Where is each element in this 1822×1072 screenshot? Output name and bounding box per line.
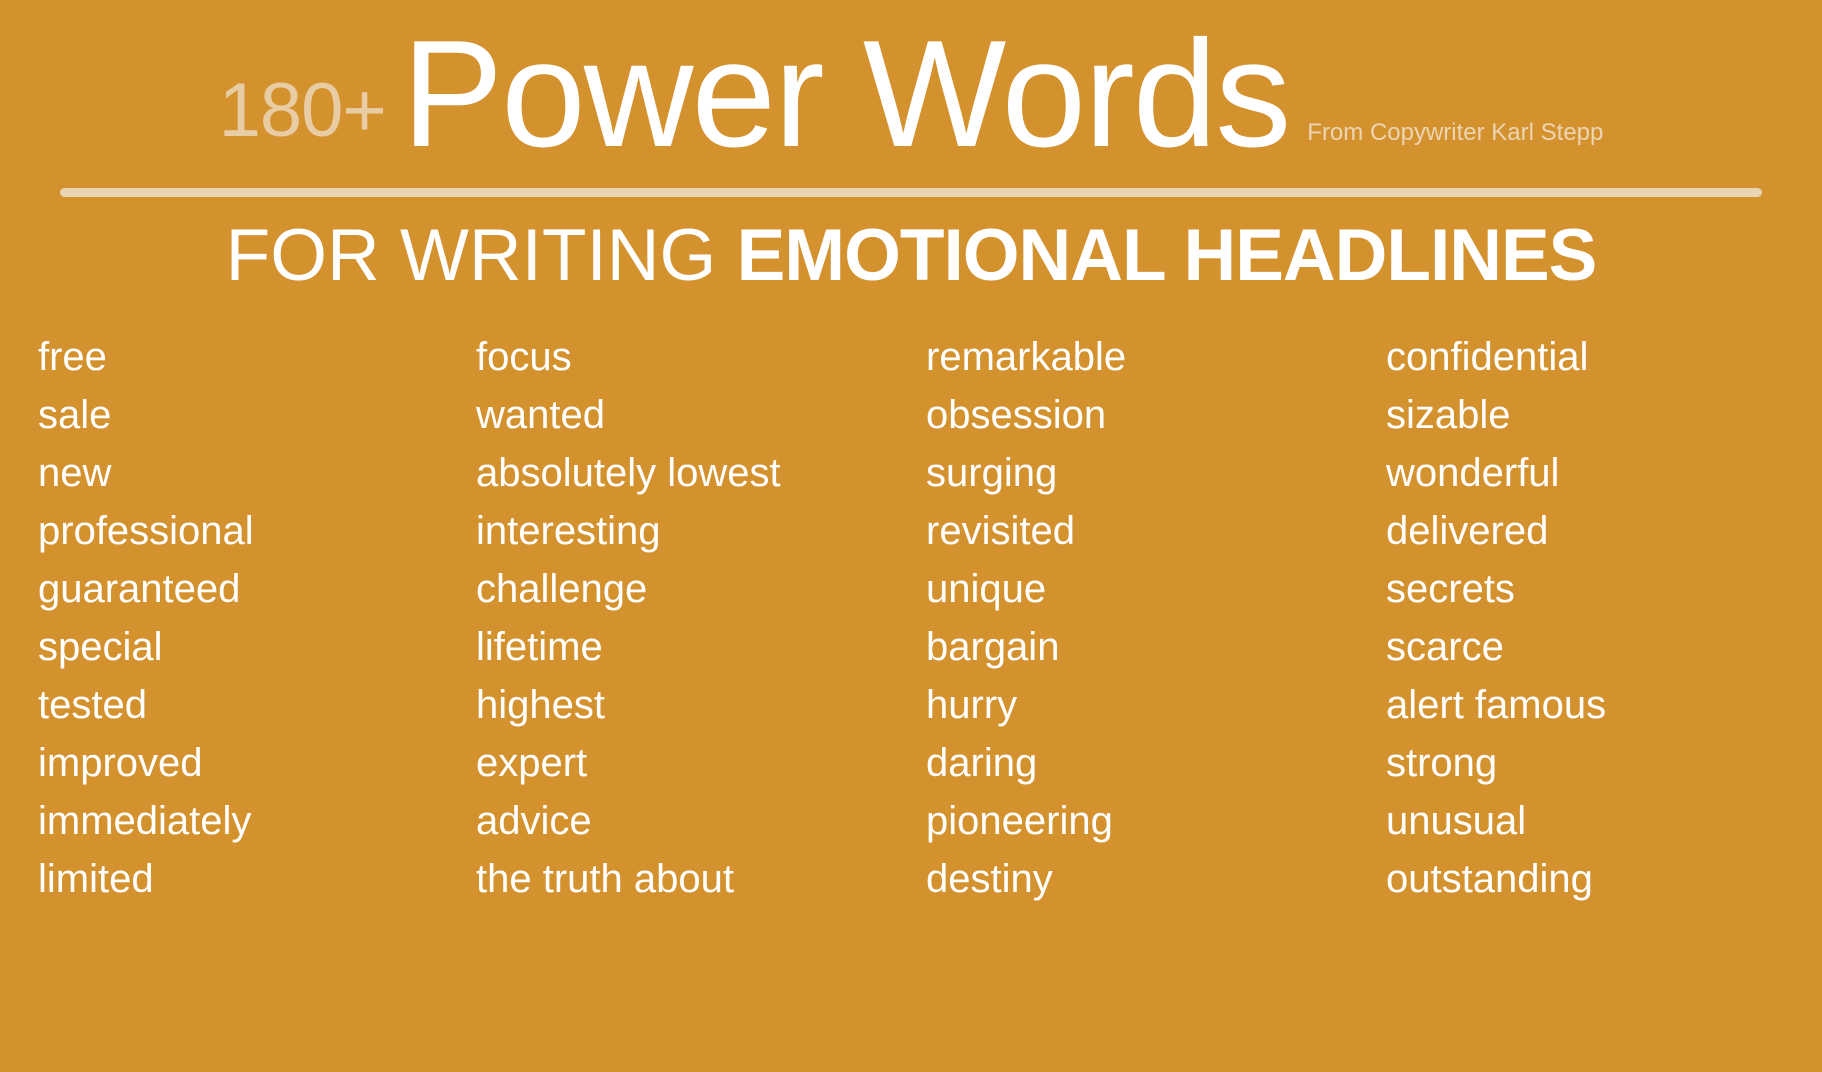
list-item: special — [38, 625, 163, 669]
list-item: the truth about — [476, 857, 734, 901]
title-row — [30, 0, 1792, 179]
list-item: tested — [38, 683, 147, 727]
list-item: challenge — [476, 567, 648, 611]
list-item: sale — [38, 393, 112, 437]
list-item: focus — [476, 335, 572, 379]
list-item: remarkable — [926, 335, 1127, 379]
list-item: expert — [476, 741, 588, 785]
list-item: improved — [38, 741, 203, 785]
list-item: surging — [926, 451, 1058, 495]
list-item: scarce — [1386, 625, 1504, 669]
word-count: 180+ — [218, 68, 386, 153]
subtitle-light: FOR WRITING — [225, 215, 737, 296]
list-item: delivered — [1386, 509, 1549, 553]
list-item: confidential — [1386, 335, 1589, 379]
list-item: absolutely lowest — [476, 451, 781, 495]
subtitle — [30, 215, 1792, 296]
list-item: interesting — [476, 509, 661, 553]
subtitle-bold: EMOTIONAL HEADLINES — [736, 215, 1597, 296]
list-item: bargain — [926, 625, 1060, 669]
list-item: revisited — [926, 509, 1075, 553]
list-item: obsession — [926, 393, 1107, 437]
word-column-1 — [36, 328, 438, 908]
page-title: Power Words — [401, 9, 1290, 179]
word-column-3 — [876, 328, 1326, 908]
list-item: unusual — [1386, 799, 1527, 843]
list-item: pioneering — [926, 799, 1113, 843]
list-item: highest — [476, 683, 605, 727]
word-columns — [0, 328, 1822, 908]
list-item: free — [38, 335, 107, 379]
list-item: alert famous — [1386, 683, 1607, 727]
list-item: outstanding — [1386, 857, 1593, 901]
byline: From Copywriter Karl Stepp — [1307, 119, 1604, 146]
list-item: advice — [476, 799, 592, 843]
list-item: daring — [926, 741, 1038, 785]
list-item: unique — [926, 567, 1047, 611]
list-item: wanted — [476, 393, 605, 437]
poster-header — [0, 0, 1822, 296]
list-item: professional — [38, 509, 254, 553]
list-item: immediately — [38, 799, 252, 843]
list-item: wonderful — [1386, 451, 1560, 495]
list-item: new — [38, 451, 112, 495]
word-column-4 — [1326, 328, 1786, 908]
list-item: limited — [38, 857, 154, 901]
list-item: hurry — [926, 683, 1018, 727]
divider — [60, 188, 1762, 197]
list-item: sizable — [1386, 393, 1511, 437]
word-column-2 — [438, 328, 876, 908]
list-item: destiny — [926, 857, 1053, 901]
list-item: secrets — [1386, 567, 1515, 611]
list-item: strong — [1386, 741, 1498, 785]
list-item: guaranteed — [38, 567, 241, 611]
list-item: lifetime — [476, 625, 603, 669]
